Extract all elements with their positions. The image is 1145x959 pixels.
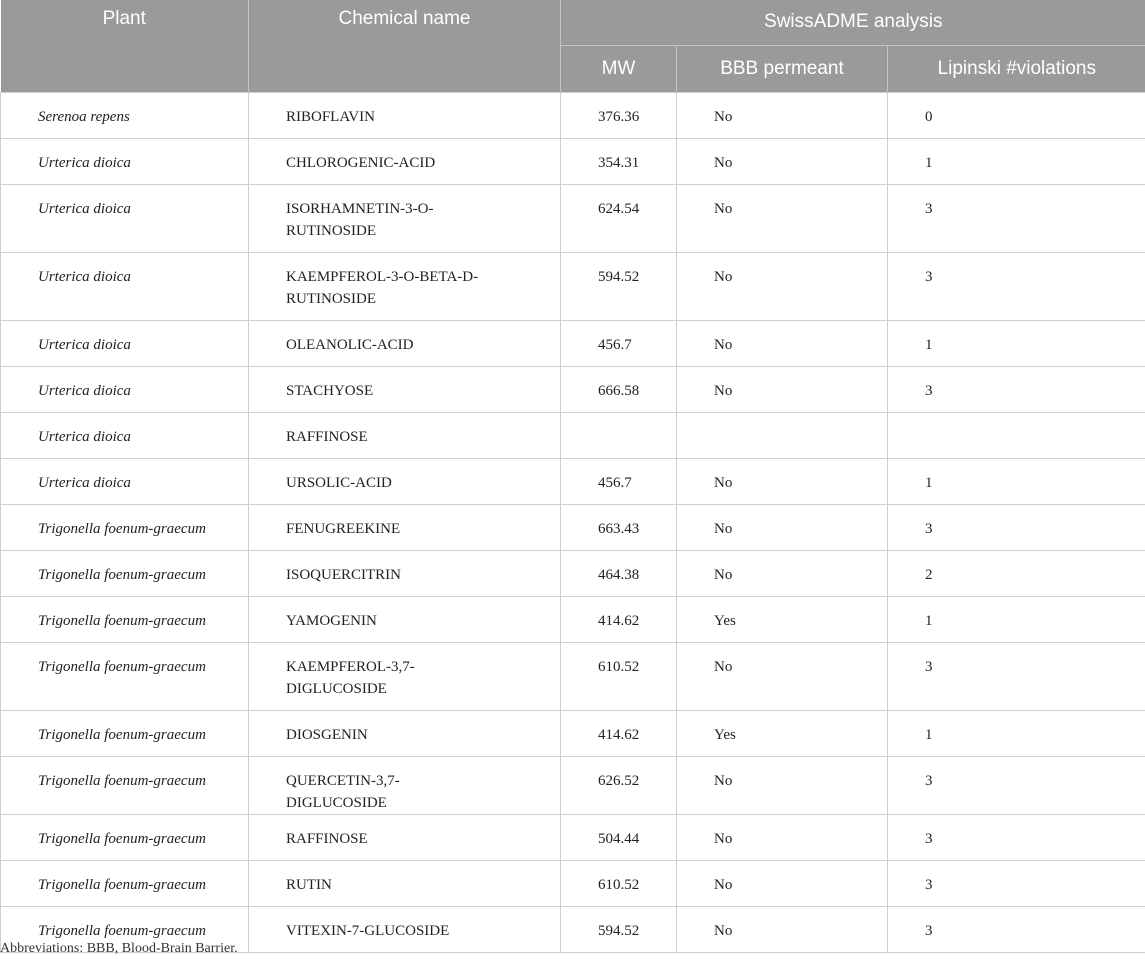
bbb-cell: No (677, 550, 888, 596)
bbb-cell (677, 412, 888, 458)
chemical-name-cell: RIBOFLAVIN (249, 92, 561, 138)
chemical-name-cell: URSOLIC-ACID (249, 458, 561, 504)
lipinski-cell: 3 (888, 814, 1145, 860)
mw-cell: 663.43 (561, 504, 677, 550)
mw-cell (561, 412, 677, 458)
chemical-name-cell: FENUGREEKINE (249, 504, 561, 550)
plant-cell: Urterica dioica (1, 138, 249, 184)
header-chemical-name: Chemical name (249, 0, 561, 92)
chemical-name-cell: RUTIN (249, 860, 561, 906)
lipinski-cell: 3 (888, 906, 1145, 952)
mw-cell: 666.58 (561, 366, 677, 412)
lipinski-cell: 1 (888, 138, 1145, 184)
chemical-name-cell: KAEMPFEROL-3,7-DIGLUCOSIDE (249, 642, 561, 710)
chemical-name-cell: KAEMPFEROL-3-O-BETA-D-RUTINOSIDE (249, 252, 561, 320)
bbb-cell: No (677, 814, 888, 860)
plant-cell: Trigonella foenum-graecum (1, 860, 249, 906)
bbb-cell: No (677, 138, 888, 184)
table-row (1, 458, 1145, 504)
mw-cell: 610.52 (561, 642, 677, 710)
lipinski-cell: 3 (888, 504, 1145, 550)
table-header (1, 0, 1145, 92)
chemical-name-cell: RAFFINOSE (249, 412, 561, 458)
lipinski-cell: 1 (888, 596, 1145, 642)
chemical-name-cell: VITEXIN-7-GLUCOSIDE (249, 906, 561, 952)
header-mw: MW (561, 45, 677, 92)
table-row (1, 366, 1145, 412)
chemical-name-cell: YAMOGENIN (249, 596, 561, 642)
plant-cell: Urterica dioica (1, 458, 249, 504)
mw-cell: 354.31 (561, 138, 677, 184)
plant-cell: Urterica dioica (1, 252, 249, 320)
table-row (1, 252, 1145, 320)
mw-cell: 594.52 (561, 906, 677, 952)
plant-cell: Trigonella foenum-graecum (1, 504, 249, 550)
lipinski-cell: 0 (888, 92, 1145, 138)
bbb-cell: No (677, 504, 888, 550)
bbb-cell: No (677, 366, 888, 412)
bbb-cell: Yes (677, 710, 888, 756)
chemical-name-cell: QUERCETIN-3,7-DIGLUCOSIDE (249, 756, 561, 814)
plant-cell: Urterica dioica (1, 184, 249, 252)
plant-cell: Urterica dioica (1, 366, 249, 412)
table-row (1, 596, 1145, 642)
mw-cell: 414.62 (561, 710, 677, 756)
mw-cell: 456.7 (561, 320, 677, 366)
table-row (1, 756, 1145, 814)
mw-cell: 626.52 (561, 756, 677, 814)
chemical-name-cell: OLEANOLIC-ACID (249, 320, 561, 366)
table-row (1, 550, 1145, 596)
bbb-cell: No (677, 92, 888, 138)
header-bbb-permeant: BBB permeant (677, 45, 888, 92)
table-row (1, 320, 1145, 366)
mw-cell: 376.36 (561, 92, 677, 138)
chemical-name-cell: DIOSGENIN (249, 710, 561, 756)
table-row (1, 504, 1145, 550)
plant-cell: Urterica dioica (1, 320, 249, 366)
plant-cell: Trigonella foenum-graecum (1, 756, 249, 814)
chemical-name-cell: ISOQUERCITRIN (249, 550, 561, 596)
mw-cell: 594.52 (561, 252, 677, 320)
bbb-cell: No (677, 252, 888, 320)
mw-cell: 624.54 (561, 184, 677, 252)
bbb-cell: No (677, 860, 888, 906)
plant-cell: Trigonella foenum-graecum (1, 550, 249, 596)
plant-cell: Serenoa repens (1, 92, 249, 138)
table-row (1, 138, 1145, 184)
header-plant: Plant (1, 0, 249, 92)
bbb-cell: No (677, 756, 888, 814)
bbb-cell: No (677, 642, 888, 710)
lipinski-cell: 1 (888, 320, 1145, 366)
mw-cell: 504.44 (561, 814, 677, 860)
table-row (1, 184, 1145, 252)
plant-cell: Trigonella foenum-graecum (1, 642, 249, 710)
lipinski-cell: 3 (888, 756, 1145, 814)
header-lipinski-violations: Lipinski #violations (888, 45, 1145, 92)
table-row (1, 412, 1145, 458)
bbb-cell: No (677, 320, 888, 366)
lipinski-cell: 3 (888, 184, 1145, 252)
mw-cell: 464.38 (561, 550, 677, 596)
lipinski-cell (888, 412, 1145, 458)
bbb-cell: Yes (677, 596, 888, 642)
plant-cell: Trigonella foenum-graecum (1, 814, 249, 860)
chemical-name-cell: STACHYOSE (249, 366, 561, 412)
lipinski-cell: 2 (888, 550, 1145, 596)
bbb-cell: No (677, 458, 888, 504)
footnote: Abbreviations: BBB, Blood-Brain Barrier. (0, 941, 238, 956)
plant-cell: Urterica dioica (1, 412, 249, 458)
bbb-cell: No (677, 906, 888, 952)
table-row (1, 92, 1145, 138)
lipinski-cell: 3 (888, 252, 1145, 320)
plant-cell: Trigonella foenum-graecum (1, 906, 249, 952)
plant-cell: Trigonella foenum-graecum (1, 710, 249, 756)
bbb-cell: No (677, 184, 888, 252)
header-swissadme-analysis: SwissADME analysis (561, 0, 1145, 45)
chemical-name-cell: RAFFINOSE (249, 814, 561, 860)
table-row (1, 642, 1145, 710)
chemical-name-cell: CHLOROGENIC-ACID (249, 138, 561, 184)
lipinski-cell: 3 (888, 366, 1145, 412)
lipinski-cell: 1 (888, 458, 1145, 504)
mw-cell: 610.52 (561, 860, 677, 906)
table-body (1, 92, 1145, 952)
mw-cell: 456.7 (561, 458, 677, 504)
lipinski-cell: 1 (888, 710, 1145, 756)
mw-cell: 414.62 (561, 596, 677, 642)
chemical-name-cell: ISORHAMNETIN-3-O-RUTINOSIDE (249, 184, 561, 252)
lipinski-cell: 3 (888, 860, 1145, 906)
table-row (1, 814, 1145, 860)
plant-cell: Trigonella foenum-graecum (1, 596, 249, 642)
table-row (1, 860, 1145, 906)
lipinski-cell: 3 (888, 642, 1145, 710)
table-row (1, 710, 1145, 756)
